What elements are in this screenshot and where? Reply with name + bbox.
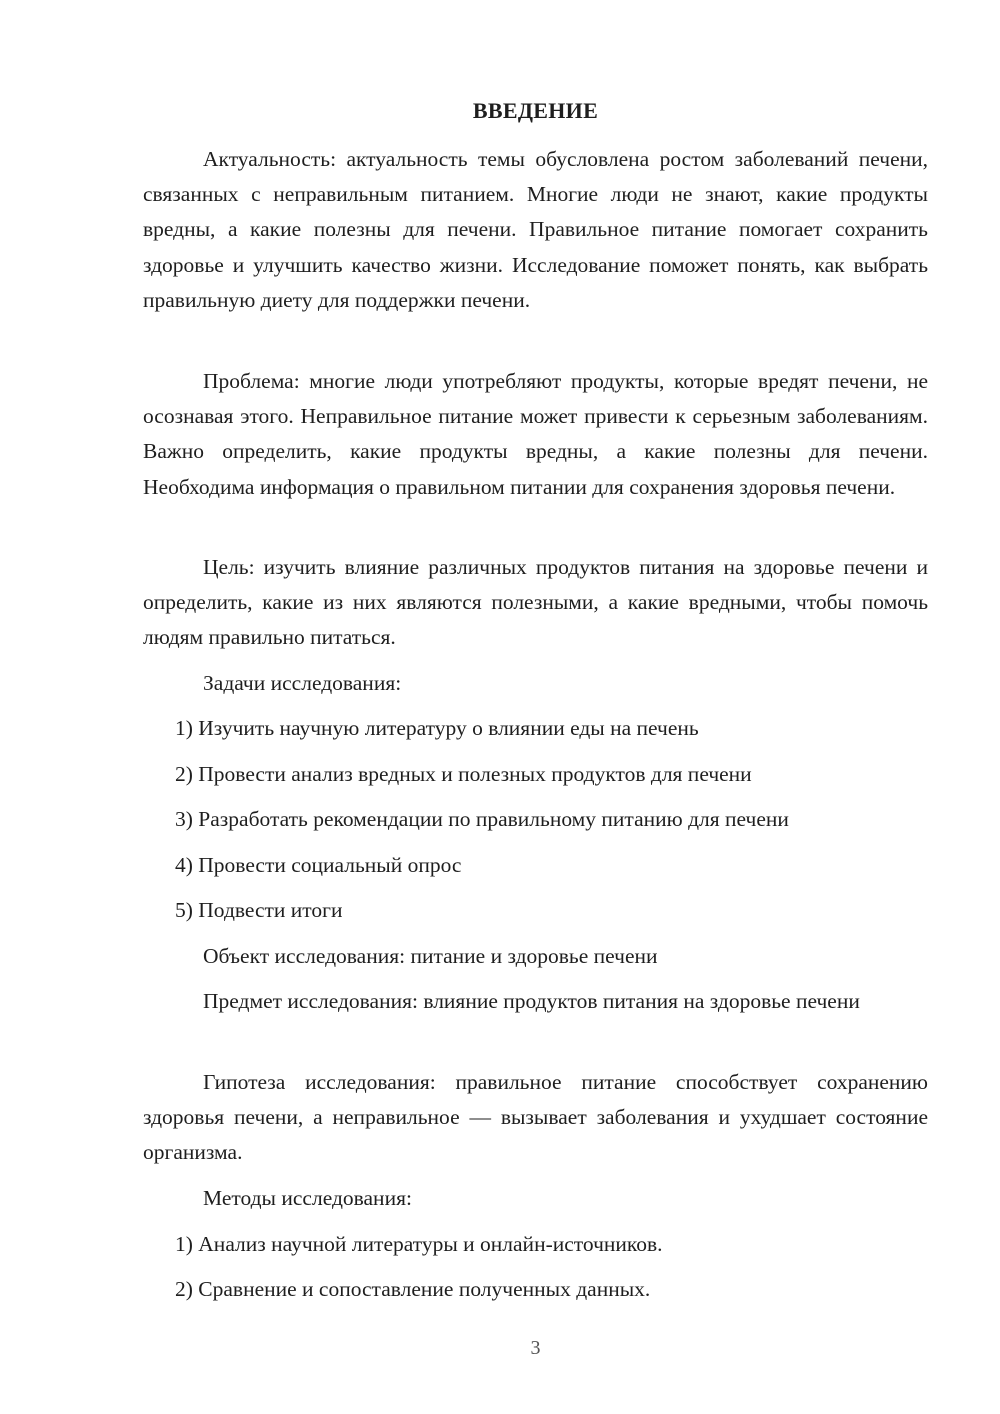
task-item-1: 1) Изучить научную литературу о влиянии еды на печень — [175, 716, 699, 740]
method-item-2: 2) Сравнение и сопоставление полученных данных. — [175, 1277, 651, 1301]
hypothesis-paragraph: Гипотеза исследования: правильное питание способствует сохранению здоровья печени, а неправильное — вызывает заболевания и ухудшает состояние организма. — [143, 1070, 928, 1165]
tasks-title: Задачи исследования: — [203, 671, 402, 695]
document-page — [143, 0, 928, 1414]
object-line: Объект исследования: питание и здоровье печени — [203, 944, 658, 968]
task-item-4: 4) Провести социальный опрос — [175, 853, 462, 877]
task-item-3: 3) Разработать рекомендации по правильному питанию для печени — [175, 807, 789, 831]
task-item-5: 5) Подвести итоги — [175, 898, 343, 922]
page-number: 3 — [530, 1337, 541, 1359]
methods-title: Методы исследования: — [203, 1186, 412, 1210]
relevance-paragraph: Актуальность: актуальность темы обусловлена ростом заболеваний печени, связанных с неправильным питанием. Многие люди не знают, какие продукты вредны, а какие полезны для печени. Правильное питание помогает сохранить здоровье и улучшить качество жизни. Исследование поможет понять, как выбрать правильную диету для поддержки печени. — [143, 147, 928, 312]
method-item-1: 1) Анализ научной литературы и онлайн-источников. — [175, 1232, 663, 1256]
page-heading: ВВЕДЕНИЕ — [472, 98, 599, 123]
subject-paragraph: Предмет исследования: влияние продуктов питания на здоровье печени — [203, 989, 860, 1013]
problem-paragraph: Проблема: многие люди употребляют продукты, которые вредят печени, не осознавая этого. Неправильное питание может привести к серьезным заболеваниям. Важно определить, какие продукты вредны, а какие полезны для печени. Необходима информация о правильном питании для сохранения здоровья печени. — [143, 369, 928, 499]
task-item-2: 2) Провести анализ вредных и полезных продуктов для печени — [175, 762, 752, 786]
goal-paragraph: Цель: изучить влияние различных продуктов питания на здоровье печени и определить, какие из них являются полезными, а какие вредными, чтобы помочь людям правильно питаться. — [143, 555, 928, 650]
